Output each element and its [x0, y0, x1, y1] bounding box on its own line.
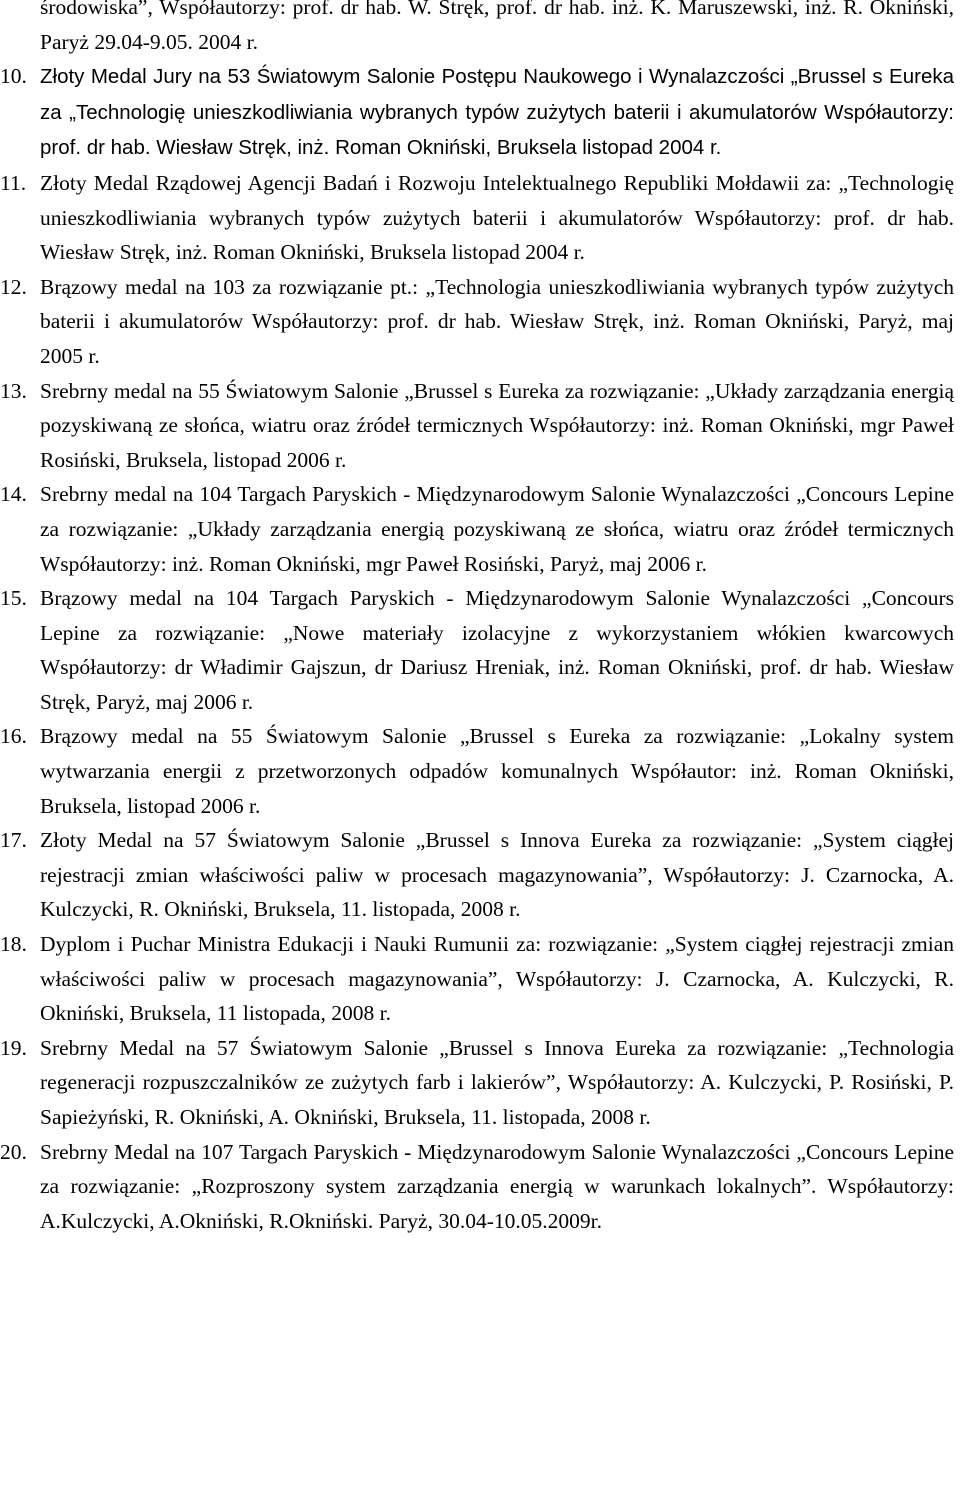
list-item	[0, 581, 954, 719]
list-item-number: 19.	[0, 1035, 27, 1060]
continuation-text: środowiska”, Współautorzy: prof. dr hab. W. Stręk, prof. dr hab. inż. K. Maruszewski, inż. R. Okniński, Paryż 29.04-9.05. 2004 r.	[40, 0, 954, 54]
list-item	[0, 374, 954, 478]
list-item	[0, 477, 954, 581]
list-item-text: Brązowy medal na 104 Targach Paryskich - Międzynarodowym Salonie Wynalazczości „Concours Lepine za rozwiązanie: „Nowe materiały izolacyjne z wykorzystaniem włókien kwarcowych Współautorzy: dr Władimir Gajszun, dr Dariusz Hreniak, inż. Roman Okniński, prof. dr hab. Wiesław Stręk, Paryż, maj 2006 r.	[40, 586, 954, 714]
list-item-text: Złoty Medal Jury na 53 Światowym Salonie Postępu Naukowego i Wynalazczości „Brussel s Eureka za „Technologię unieszkodliwiania wybranych typów zużytych baterii i akumulatorów Współautorzy: prof. dr hab. Wiesław Stręk, inż. Roman Okniński, Bruksela listopad 2004 r.	[40, 65, 954, 160]
list-item-number: 18.	[0, 932, 27, 957]
list-item-number: 20.	[0, 1139, 27, 1164]
list-item-number: 13.	[0, 378, 27, 403]
list-item-text: Brązowy medal na 103 za rozwiązanie pt.: „Technologia unieszkodliwiania wybranych typów zużytych baterii i akumulatorów Współautorzy: prof. dr hab. Wiesław Stręk, inż. Roman Okniński, Paryż, maj 2005 r.	[40, 274, 954, 368]
list-item	[0, 59, 954, 166]
list-item-number: 11.	[0, 170, 27, 195]
list-item-text: Złoty Medal Rządowej Agencji Badań i Rozwoju Intelektualnego Republiki Mołdawii za: „Technologię unieszkodliwiania wybranych typów zużytych baterii i akumulatorów Współautorzy: prof. dr hab. Wiesław Stręk, inż. Roman Okniński, Bruksela listopad 2004 r.	[40, 170, 954, 265]
list-item-text: Złoty Medal na 57 Światowym Salonie „Brussel s Innova Eureka za rozwiązanie: „System ciągłej rejestracji zmian właściwości paliw w procesach magazynowania”, Współautorzy: J. Czarnocka, A. Kulczycki, R. Okniński, Bruksela, 11. listopada, 2008 r.	[40, 828, 954, 922]
list-item	[0, 927, 954, 1031]
list-item	[0, 719, 954, 823]
continuation-paragraph	[0, 0, 954, 59]
list-item-number: 16.	[0, 724, 27, 749]
list-item-number: 12.	[0, 274, 27, 299]
list-item	[0, 1135, 954, 1239]
list-item-number: 14.	[0, 482, 27, 507]
list-item-text: Brązowy medal na 55 Światowym Salonie „Brussel s Eureka za rozwiązanie: „Lokalny system wytwarzania energii z przetworzonych odpadów komunalnych Współautor: inż. Roman Okniński, Bruksela, listopad 2006 r.	[40, 724, 954, 818]
list-item-text: Dyplom i Puchar Ministra Edukacji i Nauki Rumunii za: rozwiązanie: „System ciągłej rejestracji zmian właściwości paliw w procesach magazynowania”, Współautorzy: J. Czarnocka, A. Kulczycki, R. Okniński, Bruksela, 11 listopada, 2008 r.	[40, 932, 954, 1026]
list-item-text: Srebrny medal na 55 Światowym Salonie „Brussel s Eureka za rozwiązanie: „Układy zarządzania energią pozyskiwaną ze słońca, wiatru oraz źródeł termicznych Współautorzy: inż. Roman Okniński, mgr Paweł Rosiński, Bruksela, listopad 2006 r.	[40, 378, 954, 472]
list-item-text: Srebrny medal na 104 Targach Paryskich - Międzynarodowym Salonie Wynalazczości „Concours Lepine za rozwiązanie: „Układy zarządzania energią pozyskiwaną ze słońca, wiatru oraz źródeł termicznych Współautorzy: inż. Roman Okniński, mgr Paweł Rosiński, Paryż, maj 2006 r.	[40, 482, 954, 576]
list-item	[0, 166, 954, 270]
list-item-number: 15.	[0, 586, 27, 611]
list-item	[0, 1031, 954, 1135]
list-item-number: 17.	[0, 828, 27, 853]
list-item	[0, 270, 954, 374]
list-item-text: Srebrny Medal na 107 Targach Paryskich - Międzynarodowym Salonie Wynalazczości „Concours Lepine za rozwiązanie: „Rozproszony system zarządzania energią w warunkach lokalnych”. Współautorzy: A.Kulczycki, A.Okniński, R.Okniński. Paryż, 30.04-10.05.2009r.	[40, 1139, 954, 1233]
list-item	[0, 823, 954, 927]
list-item-text: Srebrny Medal na 57 Światowym Salonie „Brussel s Innova Eureka za rozwiązanie: „Technologia regeneracji rozpuszczalników ze zużytych farb i lakierów”, Współautorzy: A. Kulczycki, P. Rosiński, P. Sapieżyński, R. Okniński, A. Okniński, Bruksela, 11. listopada, 2008 r.	[40, 1035, 954, 1129]
list-item-number: 10.	[0, 64, 27, 89]
